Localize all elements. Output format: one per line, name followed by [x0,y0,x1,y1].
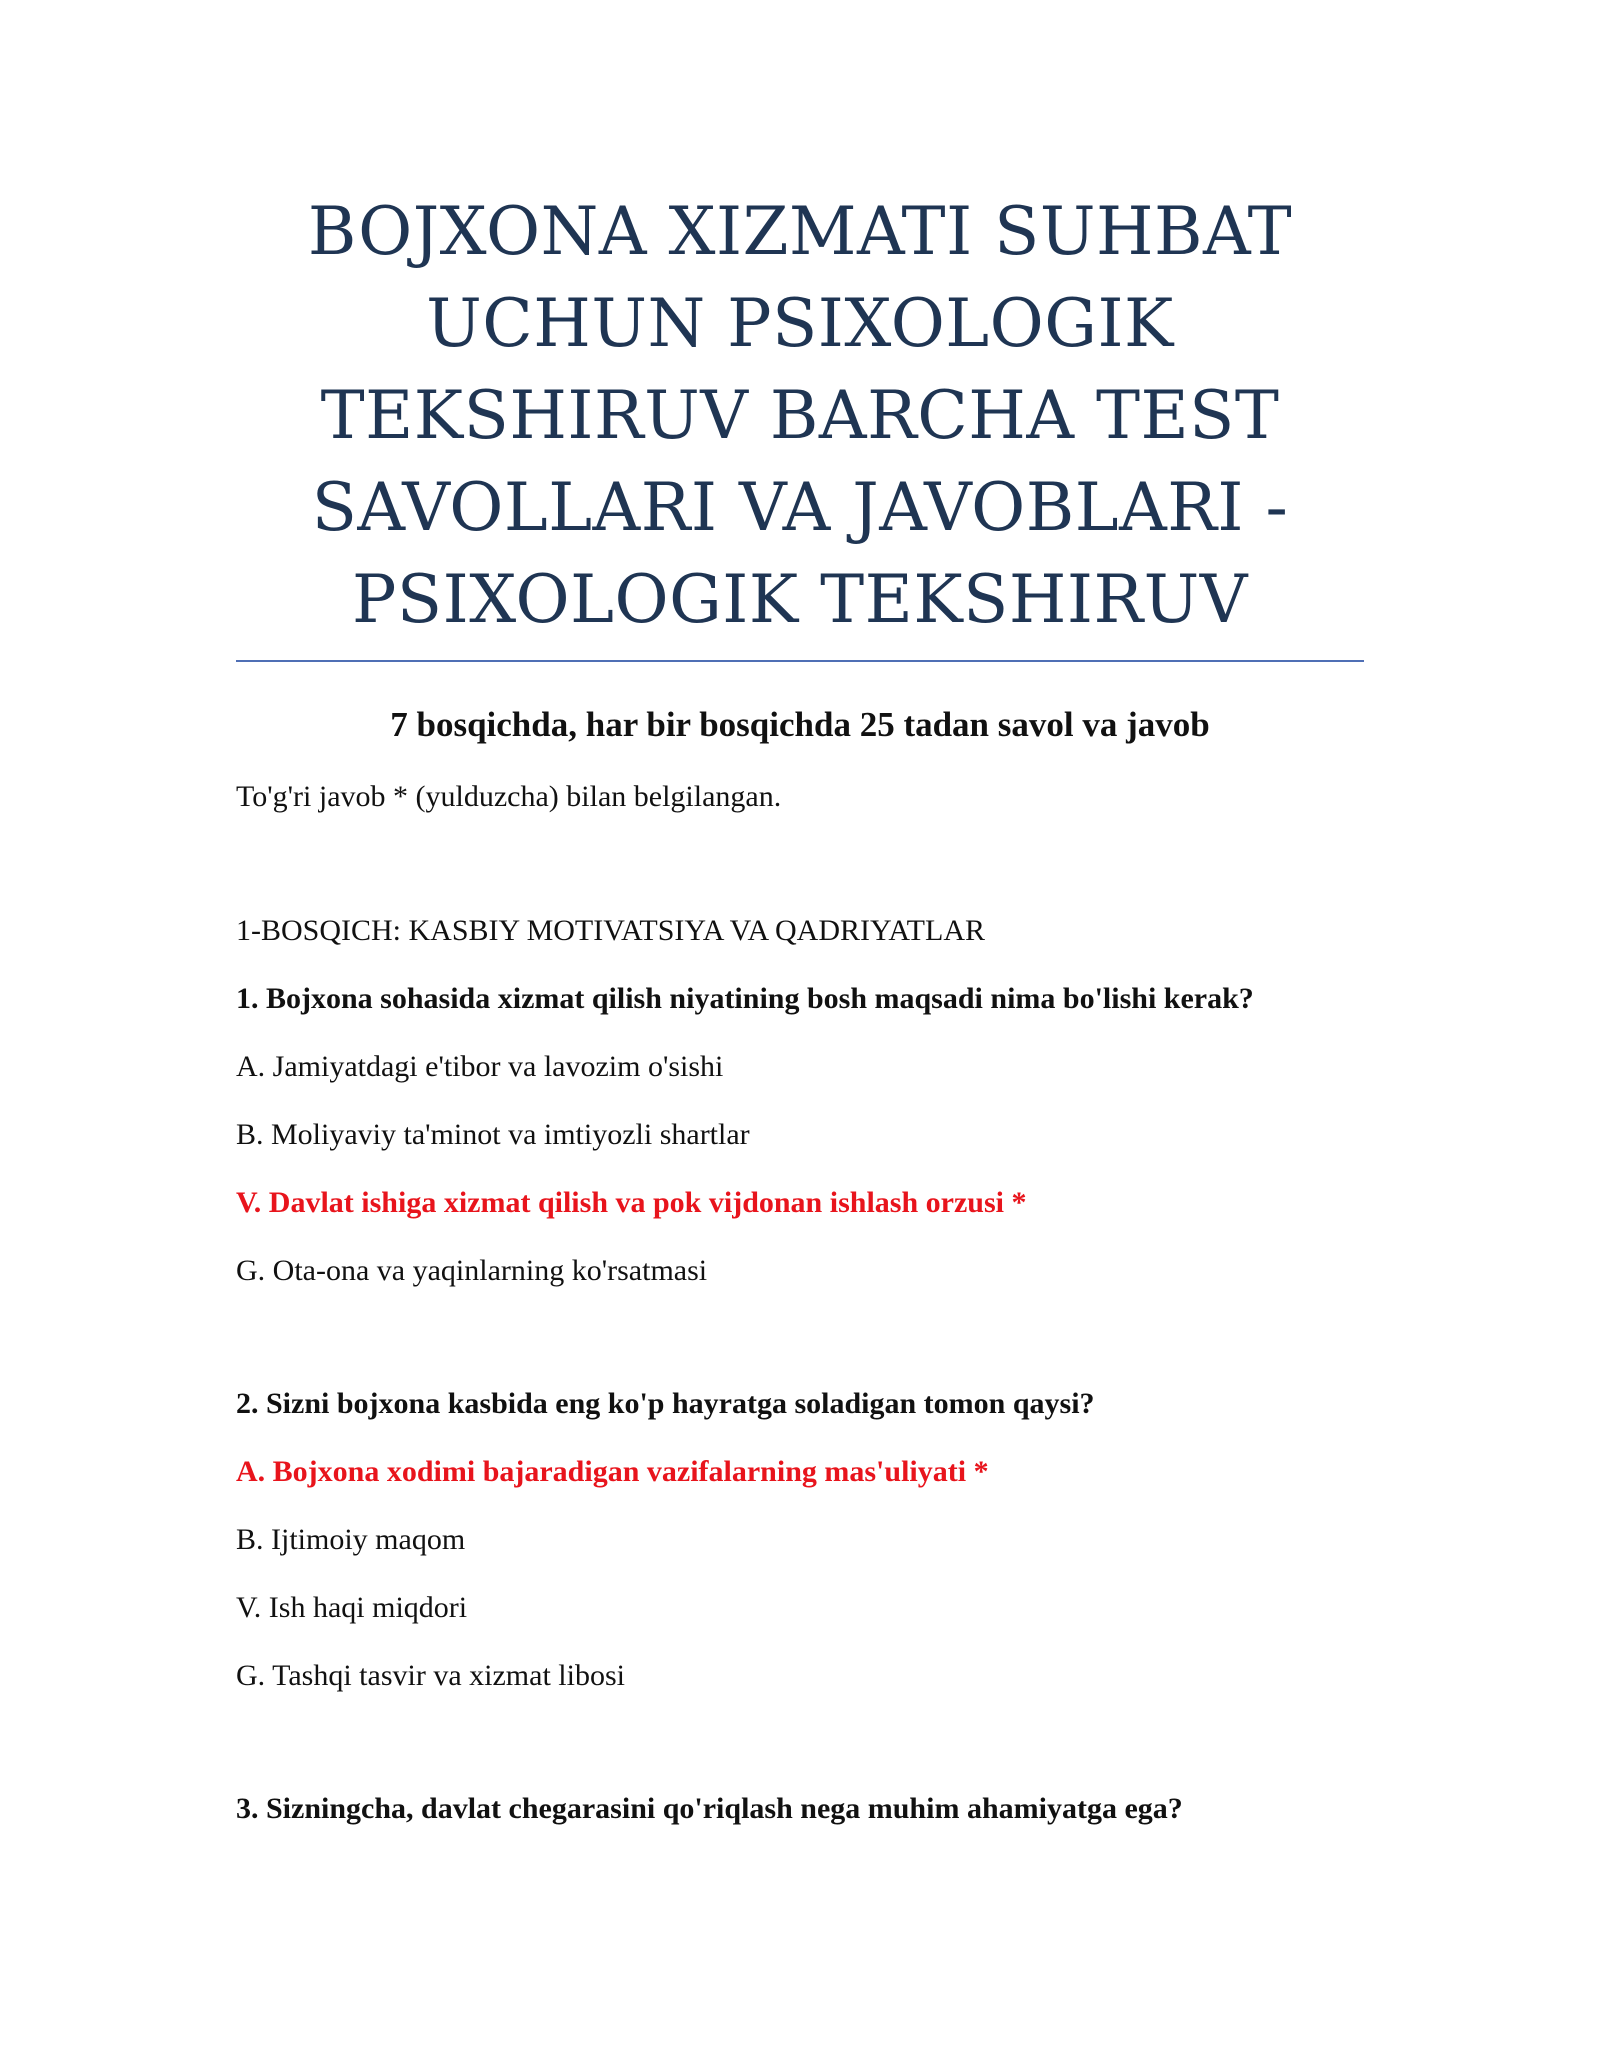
title-divider [236,660,1364,662]
document-title: BOJXONA XIZMATI SUHBAT UCHUN PSIXOLOGIK TEKSHIRUV BARCHA TEST SAVOLLARI VA JAVOBLARI - PSIXOLOGIK TEKSHIRUV [307,193,1293,638]
answer-option-g: G. Ota-ona va yaqinlarning ko'rsatmasi [236,1254,708,1287]
answer-option-v-correct: V. Davlat ishiga xizmat qilish va pok vijdonan ishlash orzusi * [236,1186,1027,1219]
answer-option-g: G. Tashqi tasvir va xizmat libosi [236,1659,625,1692]
question-text: 1. Bojxona sohasida xizmat qilish niyatining bosh maqsadi nima bo'lishi kerak? [236,982,1254,1015]
answer-option-b: B. Ijtimoiy maqom [236,1523,466,1556]
answer-option-a-correct: A. Bojxona xodimi bajaradigan vazifalarning mas'uliyati * [236,1455,989,1488]
correct-answer-note: To'g'ri javob * (yulduzcha) bilan belgilangan. [236,780,782,813]
question-text: 3. Sizningcha, davlat chegarasini qo'riqlash nega muhim ahamiyatga ega? [236,1792,1183,1825]
question-block-3 [236,1787,1366,1831]
question-block-1 [236,977,1366,1293]
document-subtitle: 7 bosqichda, har bir bosqichda 25 tadan savol va javob [390,705,1210,744]
answer-option-a: A. Jamiyatdagi e'tibor va lavozim o'sishi [236,1050,724,1083]
answer-option-b: B. Moliyaviy ta'minot va imtiyozli shartlar [236,1118,750,1151]
question-text: 2. Sizni bojxona kasbida eng ko'p hayratga soladigan tomon qaysi? [236,1387,1095,1420]
answer-option-v: V. Ish haqi miqdori [236,1591,468,1624]
section-heading: 1-BOSQICH: KASBIY MOTIVATSIYA VA QADRIYATLAR [236,914,985,947]
question-block-2 [236,1382,1366,1698]
